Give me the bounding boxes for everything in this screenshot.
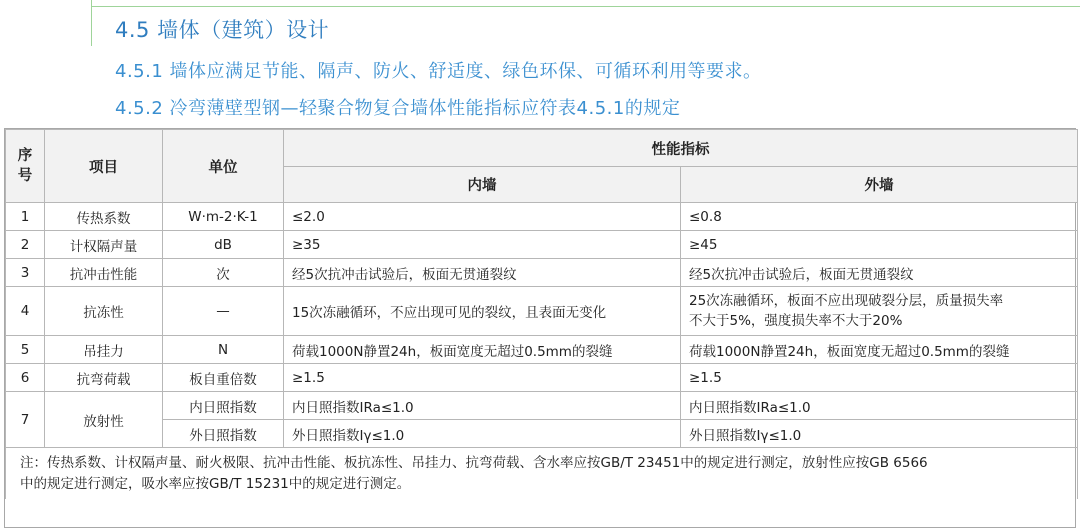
- cell-inner: 15次冻融循环，不应出现可见的裂纹，且表面无变化: [284, 287, 681, 336]
- cell-item: 抗弯荷载: [45, 364, 163, 392]
- subsection-4-5-2: 4.5.2 冷弯薄壁型钢—轻聚合物复合墙体性能指标应符表4.5.1的规定: [115, 98, 681, 119]
- cell-unit: 外日照指数: [163, 420, 284, 448]
- note-line1: 注：传热系数、计权隔声量、耐火极限、抗冲击性能、板抗冻性、吊挂力、抗弯荷载、含水率应按GB/T 23451中的规定进行测定，放射性应按GB 6566: [20, 455, 928, 471]
- table-note: [6, 448, 1078, 500]
- cell-item: 吊挂力: [45, 336, 163, 364]
- note-line2: 中的规定进行测定，吸水率应按GB/T 15231中的规定进行测定。: [20, 476, 411, 492]
- table-row: [6, 336, 1078, 364]
- cell-seq: 5: [6, 336, 45, 364]
- cell-unit: N: [163, 336, 284, 364]
- header-outer-wall: 外墙: [681, 167, 1078, 203]
- cell-inner: 内日照指数IRa≤1.0: [284, 392, 681, 420]
- decorative-horizontal-line: [92, 6, 1080, 7]
- table-note-row: [6, 448, 1078, 500]
- header-seq: [6, 130, 45, 203]
- cell-item: 抗冲击性能: [45, 259, 163, 287]
- subsection-4-5-1: 4.5.1 墙体应满足节能、隔声、防火、舒适度、绿色环保、可循环利用等要求。: [115, 61, 762, 82]
- cell-unit: W·m-2·K-1: [163, 203, 284, 231]
- table-row: [6, 231, 1078, 259]
- cell-inner: ≥35: [284, 231, 681, 259]
- cell-outer: 经5次抗冲击试验后，板面无贯通裂纹: [681, 259, 1078, 287]
- cell-inner: 荷载1000N静置24h，板面宽度无超过0.5mm的裂缝: [284, 336, 681, 364]
- table-row: [6, 259, 1078, 287]
- cell-unit: 内日照指数: [163, 392, 284, 420]
- header-unit: 单位: [163, 130, 284, 203]
- cell-item: 计权隔声量: [45, 231, 163, 259]
- cell-outer: 荷载1000N静置24h，板面宽度无超过0.5mm的裂缝: [681, 336, 1078, 364]
- cell-outer-line1: 25次冻融循环，板面不应出现破裂分层，质量损失率: [689, 293, 1004, 309]
- cell-outer: [681, 287, 1078, 336]
- cell-outer: 外日照指数Iγ≤1.0: [681, 420, 1078, 448]
- cell-inner: 经5次抗冲击试验后，板面无贯通裂纹: [284, 259, 681, 287]
- table-header-row: [6, 130, 1078, 167]
- cell-outer: ≥1.5: [681, 364, 1078, 392]
- cell-outer: ≤0.8: [681, 203, 1078, 231]
- header-seq-line1: 序: [17, 148, 33, 164]
- table-row: [6, 420, 1078, 448]
- cell-seq: 4: [6, 287, 45, 336]
- cell-item: 传热系数: [45, 203, 163, 231]
- cell-seq: 6: [6, 364, 45, 392]
- cell-seq: 3: [6, 259, 45, 287]
- cell-unit: 板自重倍数: [163, 364, 284, 392]
- cell-unit: —: [163, 287, 284, 336]
- header-item: 项目: [45, 130, 163, 203]
- performance-table-container: [4, 128, 1076, 528]
- cell-seq: 7: [6, 392, 45, 448]
- cell-item: 放射性: [45, 392, 163, 448]
- header-seq-line2: 号: [17, 168, 33, 184]
- cell-outer: 内日照指数IRa≤1.0: [681, 392, 1078, 420]
- table-row: [6, 287, 1078, 336]
- cell-seq: 2: [6, 231, 45, 259]
- cell-item: 抗冻性: [45, 287, 163, 336]
- cell-outer-line2: 不大于5%，强度损失率不大于20%: [689, 313, 903, 329]
- cell-inner: ≤2.0: [284, 203, 681, 231]
- performance-table: [5, 129, 1078, 499]
- cell-unit: dB: [163, 231, 284, 259]
- table-row: [6, 203, 1078, 231]
- cell-inner: 外日照指数Iγ≤1.0: [284, 420, 681, 448]
- section-title: 4.5 墙体（建筑）设计: [115, 18, 330, 42]
- cell-inner: ≥1.5: [284, 364, 681, 392]
- table-row: [6, 364, 1078, 392]
- header-performance: 性能指标: [284, 130, 1078, 167]
- cell-unit: 次: [163, 259, 284, 287]
- cell-seq: 1: [6, 203, 45, 231]
- header-inner-wall: 内墙: [284, 167, 681, 203]
- cell-outer: ≥45: [681, 231, 1078, 259]
- table-row: [6, 392, 1078, 420]
